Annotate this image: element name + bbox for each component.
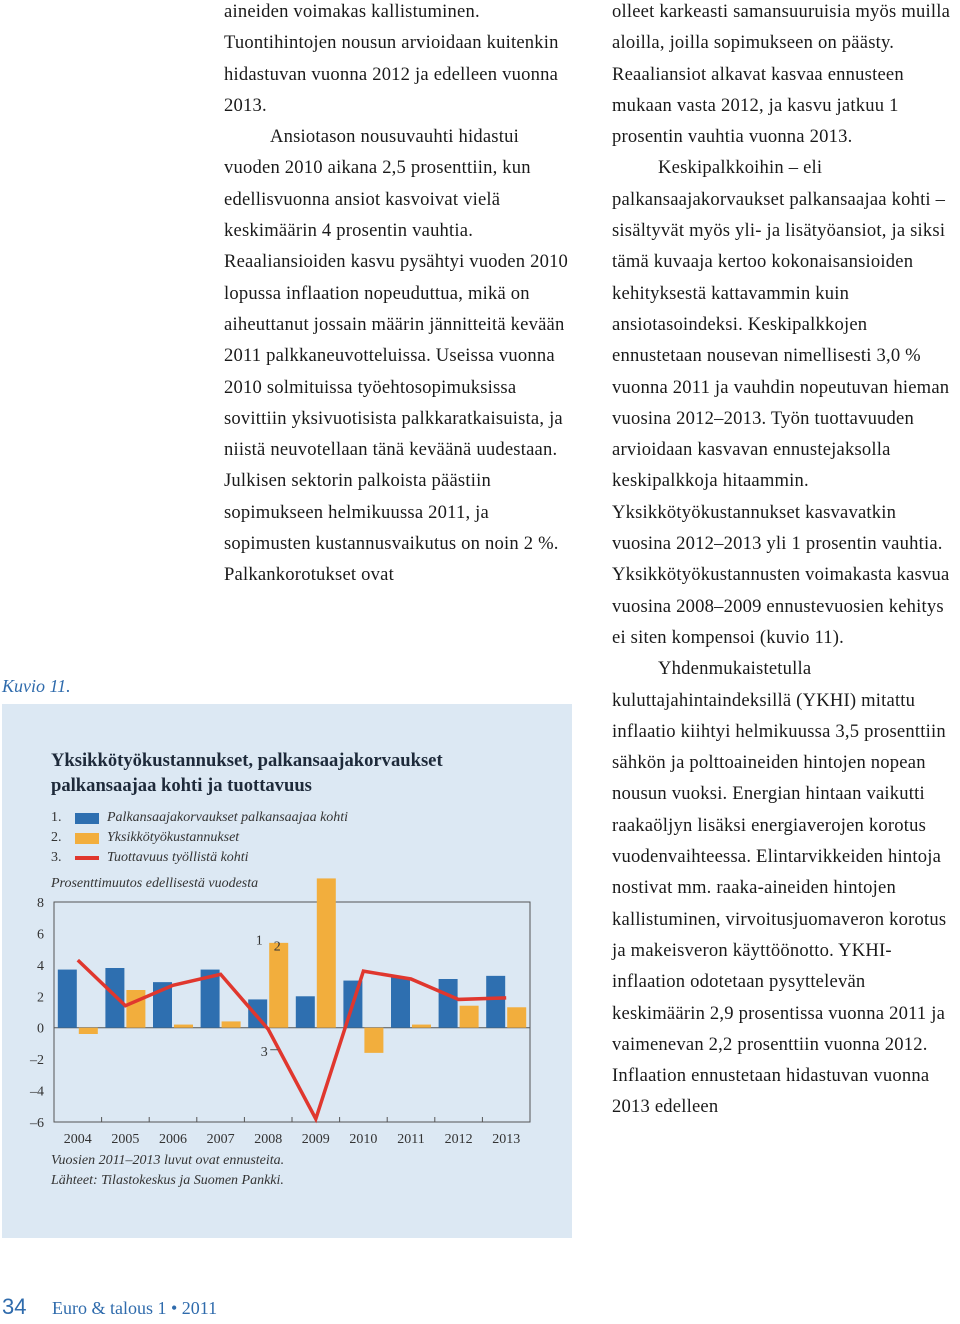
legend-number: 2.	[51, 830, 62, 845]
bar-series-2	[412, 1025, 431, 1028]
x-tick-label: 2011	[397, 1132, 425, 1147]
annotation-label: 3	[260, 1045, 268, 1060]
legend-label: Tuottavuus työllistä kohti	[107, 850, 249, 865]
figure-label: Kuvio 11.	[2, 676, 71, 696]
y-tick-label: 0	[37, 1021, 44, 1037]
bar-series-1	[58, 970, 77, 1028]
paragraph: olleet karkeasti samansuuruisia myös muilla aloilla, joilla sopimukseen on päästy. Reaaliansiot alkavat kasvaa ennusteen mukaan vasta 2012, ja kasvu jatkuu 1 prosentin vauhtia vuonna 2013.	[612, 1, 951, 148]
annotation-label: 1	[255, 933, 263, 949]
x-tick-label: 2007	[206, 1132, 235, 1147]
y-tick-label: –4	[30, 1084, 44, 1100]
y-tick-label: 8	[37, 896, 44, 911]
bar-series-2	[174, 1025, 193, 1028]
x-tick-label: 2008	[254, 1132, 283, 1147]
article-column-right	[612, 0, 960, 1123]
y-tick-label: –6	[30, 1116, 44, 1131]
chart-title-line: Yksikkötyökustannukset, palkansaajakorvaukset	[51, 750, 443, 771]
publication-name: Euro & talous 1 • 2011	[52, 1298, 218, 1318]
x-tick-label: 2013	[492, 1132, 521, 1147]
bar-series-1	[439, 979, 458, 1028]
plot-frame	[54, 902, 530, 1122]
x-tick-label: 2009	[301, 1132, 330, 1147]
x-tick-label: 2010	[349, 1132, 378, 1147]
y-axis-caption: Prosenttimuutos edellisestä vuodesta	[51, 876, 259, 891]
legend-label: Palkansaajakorvaukset palkansaajaa kohti	[107, 810, 349, 825]
y-tick-label: 2	[37, 990, 44, 1006]
page-number: 34	[2, 1294, 27, 1319]
bar-series-2	[269, 943, 288, 1028]
y-tick-label: 6	[37, 927, 44, 943]
bar-series-2	[364, 1028, 383, 1053]
bar-series-2	[460, 1006, 479, 1028]
y-tick-label: 4	[37, 958, 44, 974]
x-tick-label: 2004	[63, 1132, 92, 1147]
bar-series-2	[507, 1007, 526, 1027]
paragraph: aineiden voimakas kallistuminen. Tuontihintojen nousun arvioidaan kuitenkin hidastuvan vuonna 2012 ja edelleen vuonna 2013.	[224, 1, 559, 116]
legend-label: Yksikkötyökustannukset	[107, 830, 240, 845]
chart-title-line: palkansaajaa kohti ja tuottavuus	[51, 775, 312, 796]
bar-series-2	[79, 1028, 98, 1034]
bar-series-2	[126, 990, 145, 1028]
figure-panel	[2, 704, 572, 1238]
bar-series-2	[317, 878, 336, 1027]
bar-series-1	[296, 996, 315, 1027]
chart-source: Lähteet: Tilastokeskus ja Suomen Pankki.	[51, 1173, 284, 1188]
bar-series-1	[391, 977, 410, 1027]
legend-number: 1.	[51, 810, 62, 825]
paragraph: Keskipalkkoihin – eli palkansaajakorvaukset palkansaajaa kohti – sisältyvät myös yli- ja lisätyöansiot, ja siksi tämä kuvaaja kertoo kokonaisansioiden kehityksestä kattavammin kuin ansiotasoindeksi. Keskipalkkojen ennustetaan nousevan nimellisesti 3,0 % vuonna 2011 ja vauhdin nopeutuvan hieman vuosina 2012–2013. Työn tuottavuuden arvioidaan kasvavan ennustejaksolla keskipalkkoja hitaammin. Yksikkötyökustannukset kasvavatkin vuosina 2012–2013 yli 1 prosentin vauhtia. Yksikkötyökustannusten voimakasta kasvua vuosina 2008–2009 ennustevuosien kehitys ei siten kompensoi (kuvio 11).	[612, 157, 950, 648]
paragraph: Yhdenmukaistetulla kuluttajahintaindeksillä (YKHI) mitattu inflaatio kiihtyi helmikuussa 3,5 prosenttiin sähkön ja polttoaineiden hintojen nopean nousun vuoksi. Energian hintaan vaikutti raakaöljyn lisäksi energiaverojen korotus vuodenvaihteessa. Elintarvikkeiden hintoja nostivat mm. raaka-aineiden hintojen kallistuminen, virvoitusjuomaveron korotus ja makeisveron käyttöönotto. YKHI-inflaation odotetaan pysyttelevän keskimäärin 2,9 prosentissa vuonna 2011 ja vaimenevan 2,2 prosenttiin vuonna 2012. Inflaation ennustetaan hidastuvan vuonna 2013 edelleen	[612, 658, 947, 1118]
legend-number: 3.	[51, 850, 62, 865]
paragraph: Ansiotason nousuvauhti hidastui vuoden 2010 aikana 2,5 prosenttiin, kun edellisvuonna ansiot kasvoivat vielä keskimäärin 4 prosentin vauhtia. Reaaliansioiden kasvu pysähtyi vuoden 2010 lopussa inflaation nopeuduttua, mikä on aiheuttanut jossain määrin jännitteitä kevään 2011 palkkaneuvotteluissa. Useissa vuonna 2010 solmituissa työehtosopimuksissa sovittiin yksivuotisista palkkaratkaisuista, ja niistä neuvotellaan tänä keväänä uudestaan. Julkisen sektorin palkoista päästiin sopimukseen helmikuussa 2011, ja sopimusten kustannusvaikutus on noin 2 %. Palkankorotukset ovat	[224, 126, 569, 586]
article-column-middle	[224, 0, 572, 591]
x-tick-label: 2005	[111, 1132, 140, 1147]
bar-series-1	[486, 976, 505, 1028]
y-tick-label: –2	[30, 1053, 44, 1069]
annotation-label: 2	[273, 939, 281, 955]
bar-series-2	[222, 1021, 241, 1027]
x-tick-label: 2012	[444, 1132, 473, 1147]
x-tick-label: 2006	[159, 1132, 187, 1147]
chart-note: Vuosien 2011–2013 luvut ovat ennusteita.	[51, 1153, 285, 1168]
